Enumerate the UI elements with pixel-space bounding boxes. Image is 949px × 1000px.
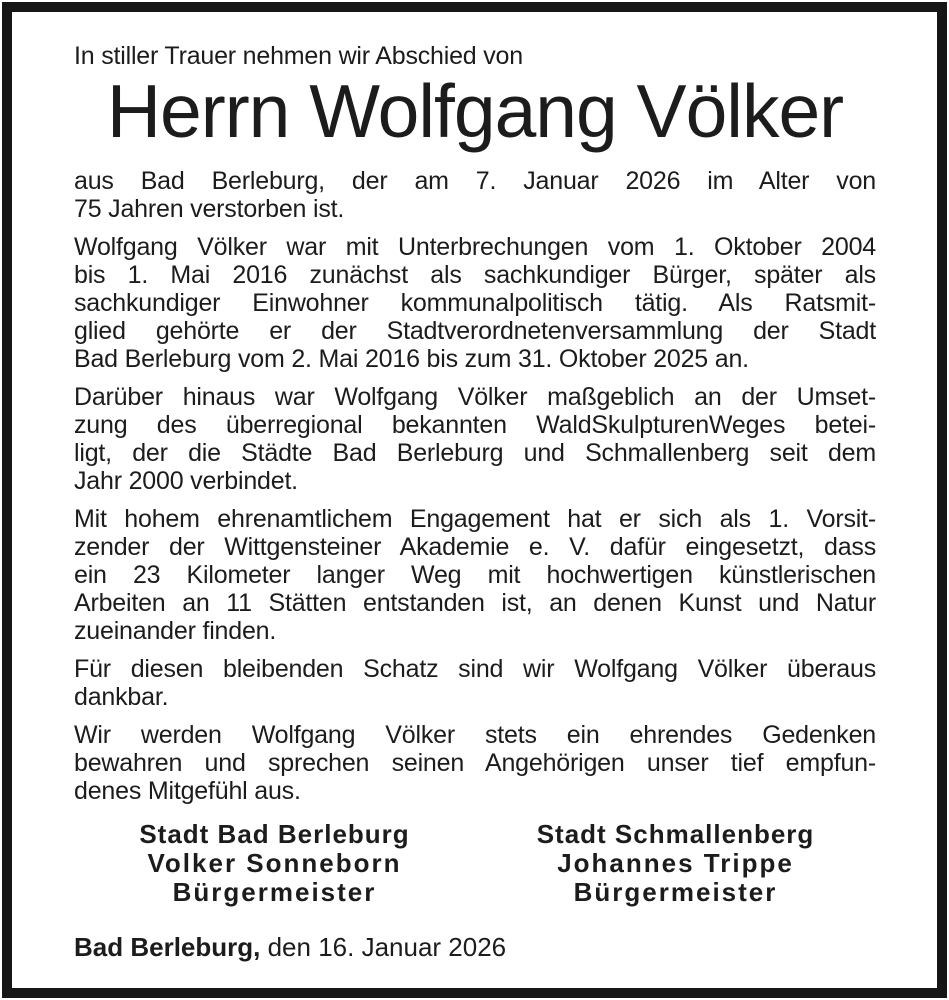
paragraph-line: 75 Jahren verstorben ist. (74, 195, 345, 223)
paragraph-line: zueinander finden. (74, 617, 277, 645)
paragraph-line: zung des überregional bekannten WaldSkulpturenWeges betei- (74, 411, 876, 439)
paragraph-line: Mit hohem ehrenamtlichem Engagement hat er sich als 1. Vorsit- (74, 505, 876, 533)
paragraph-line: sachkundiger Einwohner kommunalpolitisch tätig. Als Ratsmit- (74, 289, 876, 317)
dateline-date: den 16. Januar 2026 (260, 932, 507, 962)
paragraph-line: ligt, der die Städte Bad Berleburg und Schmallenberg seit dem (74, 439, 876, 467)
paragraph-line: zender der Wittgensteiner Akademie e. V. dafür eingesetzt, dass (74, 533, 876, 561)
notice-border-frame (2, 2, 947, 998)
paragraph-line: Jahr 2000 verbindet. (74, 467, 298, 495)
paragraph-line: bis 1. Mai 2016 zunächst als sachkundiger Bürger, später als (74, 261, 876, 289)
signature-left-org: Stadt Bad Berleburg (139, 819, 410, 849)
obituary-body-text (74, 167, 876, 805)
paragraph-line: glied gehörte er der Stadtverordnetenversammlung der Stadt (74, 317, 876, 345)
paragraph-line: Wolfgang Völker war mit Unterbrechungen vom 1. Oktober 2004 (74, 233, 876, 261)
paragraph-line: Bad Berleburg vom 2. Mai 2016 bis zum 31. Oktober 2025 an. (74, 345, 749, 373)
paragraph (74, 721, 876, 805)
paragraph (74, 383, 876, 495)
signature-left-role: Bürgermeister (172, 877, 377, 907)
intro-line: In stiller Trauer nehmen wir Abschied von (74, 42, 523, 70)
paragraph-line: dankbar. (74, 683, 169, 711)
paragraph-line: ein 23 Kilometer langer Weg mit hochwertigen künstlerischen (74, 561, 876, 589)
paragraph-line: Arbeiten an 11 Stätten entstanden ist, an denen Kunst und Natur (74, 589, 876, 617)
paragraph (74, 233, 876, 373)
signature-right-org: Stadt Schmallenberg (536, 819, 815, 849)
paragraph (74, 505, 876, 645)
signature-left-name: Volker Sonneborn (147, 848, 402, 878)
paragraph-line: aus Bad Berleburg, der am 7. Januar 2026 im Alter von (74, 167, 876, 195)
paragraph-line: Für diesen bleibenden Schatz sind wir Wolfgang Völker überaus (74, 655, 876, 683)
signature-right-name: Johannes Trippe (557, 848, 794, 878)
signature-right (475, 820, 876, 907)
signature-columns (74, 820, 876, 907)
paragraph-line: bewahren und sprechen seinen Angehörigen unser tief empfun- (74, 749, 876, 777)
signature-right-role: Bürgermeister (573, 877, 778, 907)
paragraph (74, 167, 876, 223)
deceased-name-title: Herrn Wolfgang Völker (106, 69, 844, 153)
dateline-place: Bad Berleburg, (74, 932, 261, 962)
dateline (74, 933, 876, 961)
paragraph-line: Wir werden Wolfgang Völker stets ein ehrendes Gedenken (74, 721, 876, 749)
paragraph (74, 655, 876, 711)
paragraph-line: denes Mitgefühl aus. (74, 777, 301, 805)
signature-left (74, 820, 475, 907)
paragraph-line: Darüber hinaus war Wolfgang Völker maßgeblich an der Umset- (74, 383, 876, 411)
